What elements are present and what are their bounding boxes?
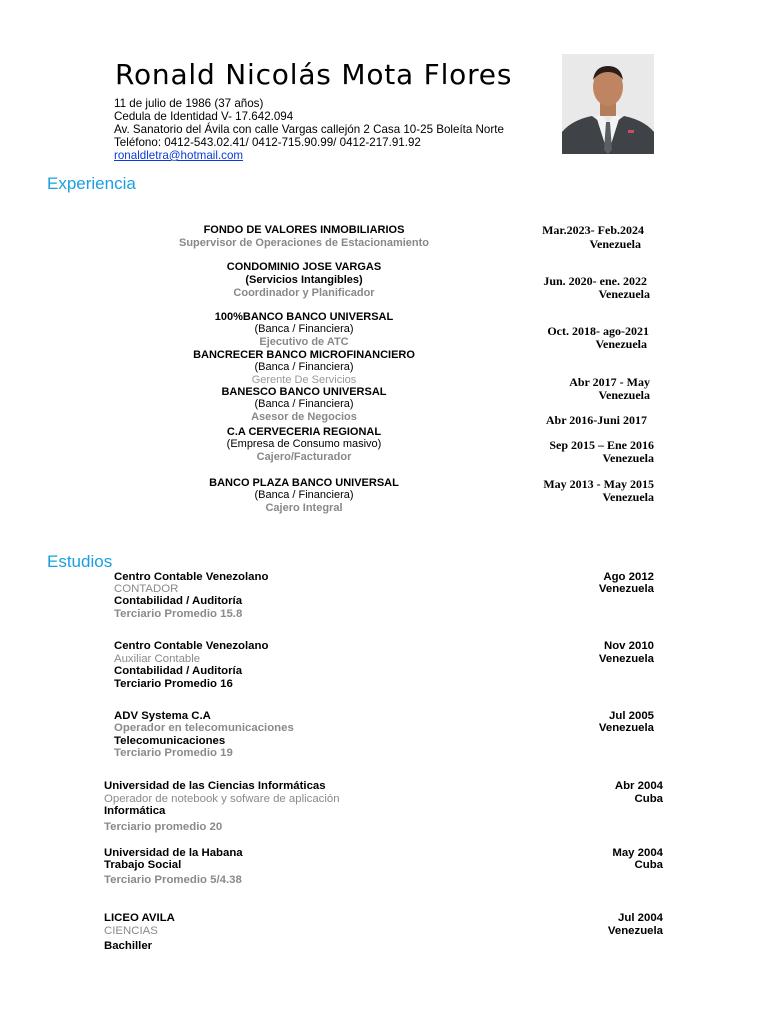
experience-date: May 2013 - May 2015 <box>543 477 654 491</box>
education-school: Centro Contable Venezolano <box>114 640 269 652</box>
education-field: Contabilidad / Auditoría <box>114 665 243 677</box>
experience-date: Jun. 2020- ene. 2022 <box>543 274 647 288</box>
experience-role: Gerente De Servicios <box>251 374 357 386</box>
education-grade: Terciario Promedio 16 <box>114 678 233 690</box>
experience-company: BANESCO BANCO UNIVERSAL <box>221 386 387 398</box>
experience-date: Abr 2017 - May <box>569 375 650 389</box>
experience-company: BANCO PLAZA BANCO UNIVERSAL <box>209 477 399 489</box>
experience-country: Venezuela <box>598 388 650 402</box>
education-school: Universidad de la Habana <box>104 847 243 859</box>
education-grade: Terciario Promedio 15.8 <box>114 608 243 620</box>
experience-role: Cajero/Facturador <box>256 451 352 463</box>
experience-role: Supervisor de Operaciones de Estacionamiento <box>178 237 430 249</box>
birth-date: 11 de julio de 1986 (37 años) <box>114 97 264 110</box>
education-field: Trabajo Social <box>104 859 182 871</box>
experience-role: Ejecutivo de ATC <box>259 336 349 348</box>
education-title: Auxiliar Contable <box>114 653 201 665</box>
education-date: Jul 2004 <box>618 912 663 924</box>
education-grade: Terciario Promedio 19 <box>114 747 233 759</box>
experience-company: FONDO DE VALORES INMOBILIARIOS <box>203 224 405 236</box>
experience-date: Sep 2015 – Ene 2016 <box>549 438 654 452</box>
education-country: Venezuela <box>598 653 654 665</box>
email-link[interactable]: ronaldletra@hotmail.com <box>114 149 244 162</box>
experience-heading: Experiencia <box>47 174 136 193</box>
experience-date: Mar.2023- Feb.2024 <box>542 223 644 237</box>
experience-company: CONDOMINIO JOSE VARGAS <box>226 261 382 273</box>
experience-sector: (Banca / Financiera) <box>254 489 354 501</box>
experience-date: Oct. 2018- ago-2021 <box>547 324 649 338</box>
education-date: Ago 2012 <box>603 571 654 583</box>
education-date: Abr 2004 <box>614 780 663 792</box>
education-grade: Terciario Promedio 5/4.38 <box>104 874 242 886</box>
experience-role: Asesor de Negocios <box>251 411 357 423</box>
experience-sector: (Banca / Financiera) <box>254 398 354 410</box>
education-field: Informática <box>104 805 166 817</box>
experience-country: Venezuela <box>598 287 650 301</box>
education-school: LICEO AVILA <box>104 912 175 924</box>
experience-sector: (Servicios Intangibles) <box>245 274 363 286</box>
education-school: Centro Contable Venezolano <box>114 571 269 583</box>
education-country: Venezuela <box>607 925 663 937</box>
education-country: Cuba <box>634 793 663 805</box>
experience-country: Venezuela <box>602 451 654 465</box>
experience-country: Venezuela <box>589 237 641 251</box>
education-field: Telecomunicaciones <box>114 735 226 747</box>
education-field: Contabilidad / Auditoría <box>114 595 243 607</box>
experience-role: Coordinador y Planificador <box>233 287 375 299</box>
education-country: Cuba <box>634 859 663 871</box>
experience-company: 100%BANCO BANCO UNIVERSAL <box>214 311 394 323</box>
education-heading: Estudios <box>47 552 113 571</box>
education-title: CONTADOR <box>114 583 179 595</box>
experience-company: C.A CERVECERIA REGIONAL <box>226 426 382 438</box>
experience-sector: (Banca / Financiera) <box>254 361 354 373</box>
candidate-name: Ronald Nicolás Mota Flores <box>115 58 513 91</box>
education-school: Universidad de las Ciencias Informáticas <box>104 780 326 792</box>
experience-company: BANCRECER BANCO MICROFINANCIERO <box>193 349 415 361</box>
address: Av. Sanatorio del Ávila con calle Vargas callejón 2 Casa 10-25 Boleíta Norte <box>114 123 504 136</box>
education-country: Venezuela <box>598 583 654 595</box>
phone: Teléfono: 0412-543.02.41/ 0412-715.90.99/ 0412-217.91.92 <box>114 136 421 149</box>
education-grade: Terciario promedio 20 <box>104 821 223 833</box>
education-country: Venezuela <box>598 722 654 734</box>
experience-role: Cajero Integral <box>265 502 343 514</box>
education-date: Nov 2010 <box>603 640 654 652</box>
education-title: CIENCIAS <box>104 925 158 937</box>
experience-sector: (Banca / Financiera) <box>254 323 354 335</box>
id-number: Cedula de Identidad V- 17.642.094 <box>114 110 294 123</box>
experience-country: Venezuela <box>595 337 647 351</box>
experience-country: Venezuela <box>602 490 654 504</box>
education-title: Operador de notebook y sofware de aplicación <box>104 793 340 805</box>
education-date: Jul 2005 <box>609 710 654 722</box>
experience-date: Abr 2016-Juni 2017 <box>545 413 647 427</box>
profile-photo <box>562 54 654 154</box>
education-field: Bachiller <box>104 940 153 952</box>
education-date: May 2004 <box>612 847 663 859</box>
education-title: Operador en telecomunicaciones <box>114 722 294 734</box>
experience-sector: (Empresa de Consumo masivo) <box>226 438 382 450</box>
education-school: ADV Systema C.A <box>114 710 211 722</box>
